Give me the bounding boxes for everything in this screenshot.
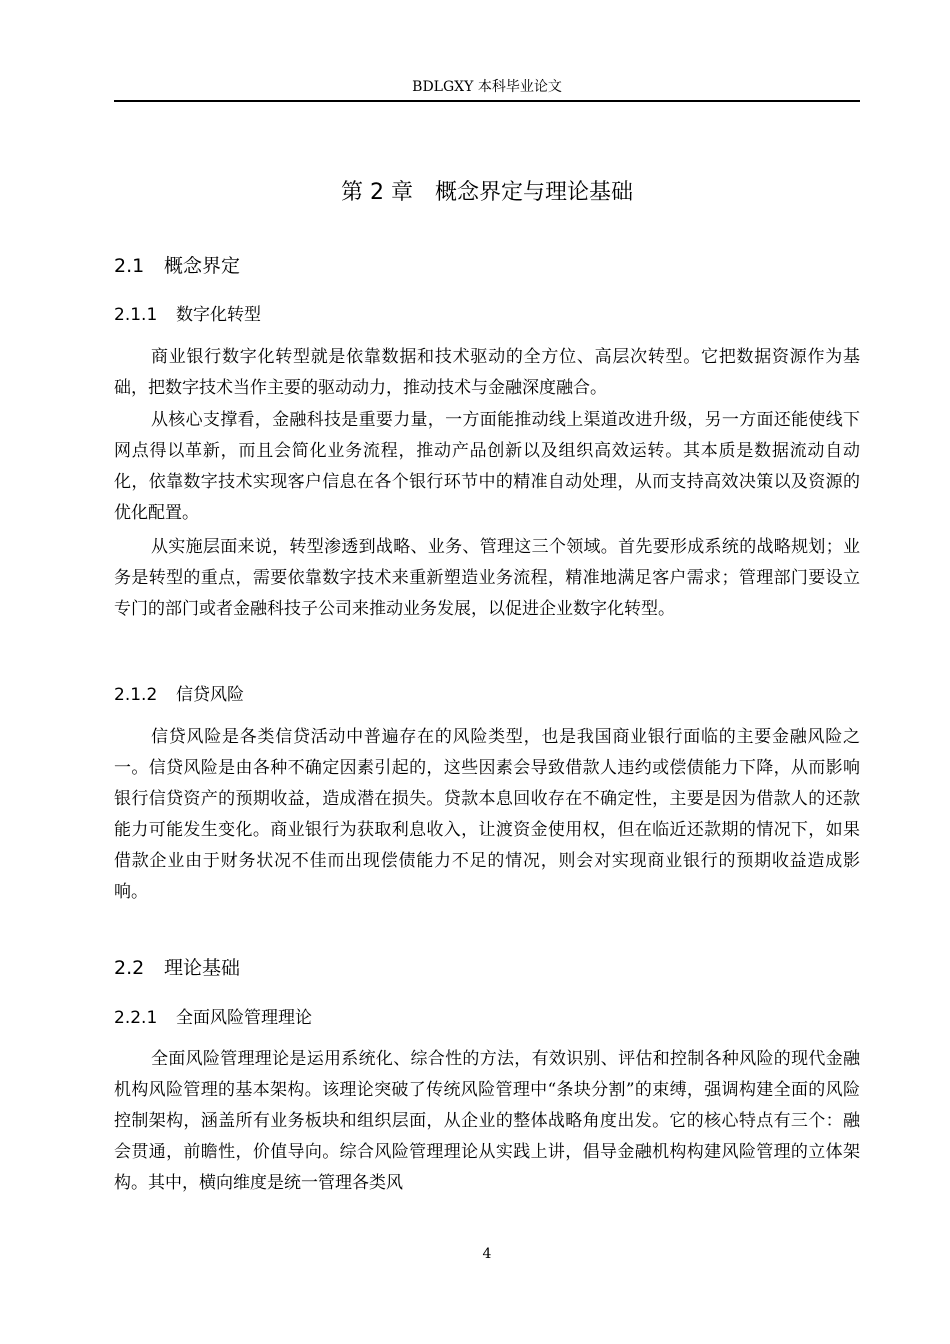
paragraph: 从实施层面来说，转型渗透到战略、业务、管理这三个领域。首先要形成系统的战略规划；业务是转型的重点，需要依靠数字技术来重新塑造业务流程，精准地满足客户需求；管理部门要设立专门的部门或者金融科技子公司来推动业务发展，以促进企业数字化转型。 [114, 537, 860, 619]
subsection-heading-2-2-1 [114, 1006, 312, 1030]
subsection-number: 2.2.1 [114, 1008, 158, 1028]
subsection-heading-2-1-1 [114, 303, 261, 327]
section-heading-2-2 [114, 955, 240, 981]
paragraph: 从核心支撑看，金融科技是重要力量，一方面能推动线上渠道改进升级，另一方面还能使线下网点得以革新，而且会简化业务流程，推动产品创新以及组织高效运转。其本质是数据流动自动化，依靠数字技术实现客户信息在各个银行环节中的精准自动处理，从而支持高效决策以及资源的优化配置。 [114, 410, 860, 523]
section-title: 概念界定 [164, 255, 241, 277]
subsection-number: 2.1.2 [114, 685, 158, 705]
chapter-title: 第 2 章 概念界定与理论基础 [341, 180, 633, 205]
running-header: BDLGXY 本科毕业论文 [412, 79, 562, 95]
subsection-heading-2-1-2 [114, 683, 244, 707]
section-title: 理论基础 [164, 957, 241, 979]
page-number: 4 [482, 1246, 492, 1262]
paragraph: 信贷风险是各类信贷活动中普遍存在的风险类型，也是我国商业银行面临的主要金融风险之一。信贷风险是由各种不确定因素引起的，这些因素会导致借款人违约或偿债能力下降，从而影响银行信贷资产的预期收益，造成潜在损失。贷款本息回收存在不确定性，主要是因为借款人的还款能力可能发生变化。商业银行为获取利息收入，让渡资金使用权，但在临近还款期的情况下，如果借款企业由于财务状况不佳而出现偿债能力不足的情况，则会对实现商业银行的预期收益造成影响。 [114, 727, 860, 902]
subsection-title: 信贷风险 [176, 685, 244, 705]
header-divider [114, 100, 860, 102]
paragraph: 商业银行数字化转型就是依靠数据和技术驱动的全方位、高层次转型。它把数据资源作为基础，把数字技术当作主要的驱动动力，推动技术与金融深度融合。 [114, 347, 860, 398]
section-heading-2-1 [114, 253, 240, 279]
section-number: 2.1 [114, 255, 145, 277]
paragraph: 全面风险管理理论是运用系统化、综合性的方法，有效识别、评估和控制各种风险的现代金融机构风险管理的基本架构。该理论突破了传统风险管理中“条块分割”的束缚，强调构建全面的风险控制架构，涵盖所有业务板块和组织层面，从企业的整体战略角度出发。它的核心特点有三个：融会贯通，前瞻性，价值导向。综合风险管理理论从实践上讲，倡导金融机构构建风险管理的立体架构。其中，横向维度是统一管理各类风 [114, 1049, 860, 1193]
subsection-number: 2.1.1 [114, 305, 158, 325]
subsection-title: 数字化转型 [176, 305, 261, 325]
section-number: 2.2 [114, 957, 145, 979]
subsection-title: 全面风险管理理论 [176, 1008, 312, 1028]
